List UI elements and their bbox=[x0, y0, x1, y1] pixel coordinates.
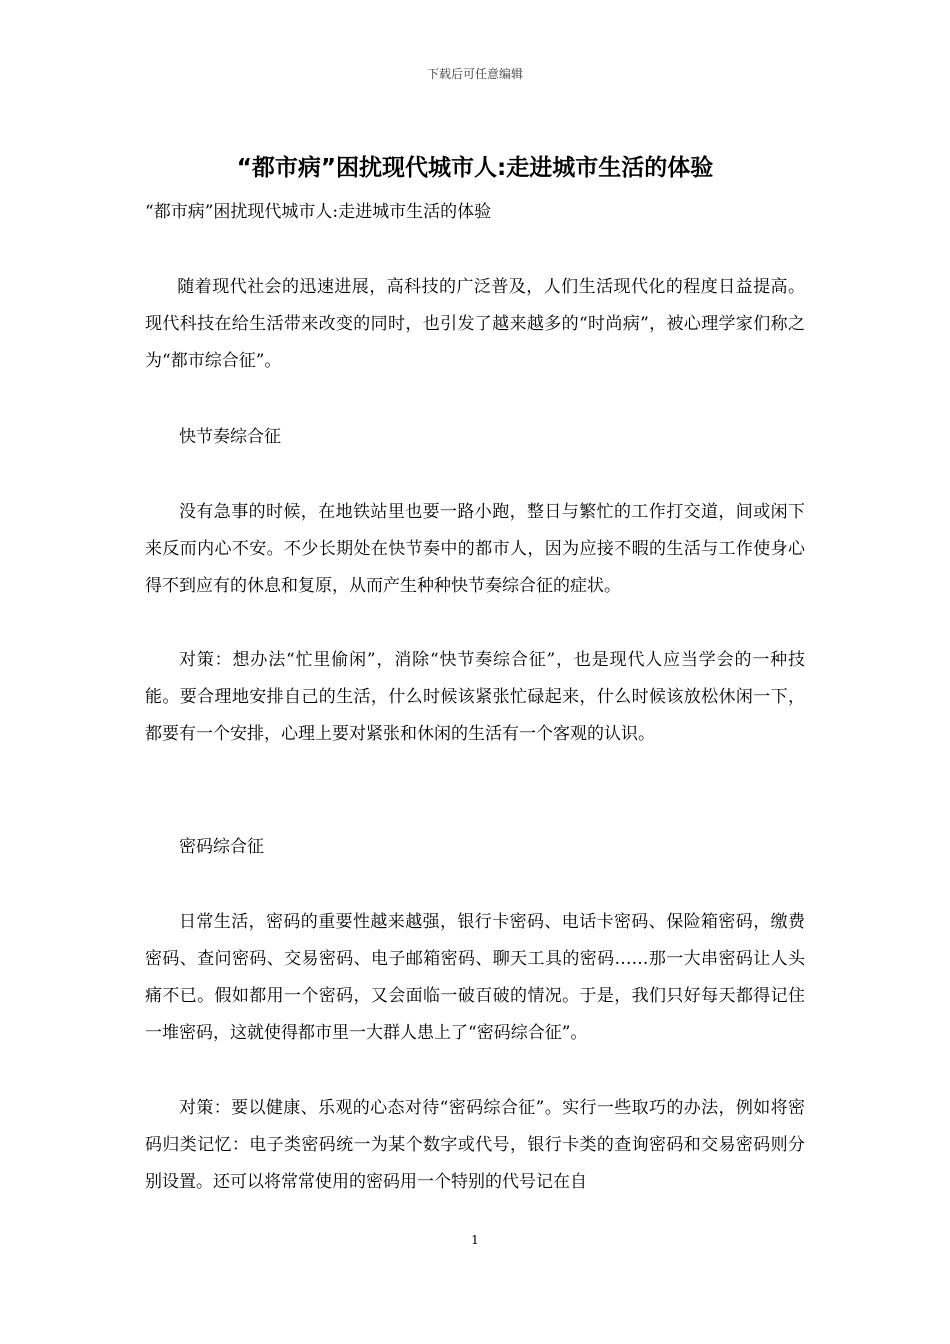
section-heading-fast-pace: 快节奏综合征 bbox=[179, 427, 281, 447]
page-number: 1 bbox=[471, 1233, 479, 1247]
paragraph-password-description: 日常生活，密码的重要性越来越强，银行卡密码、电话卡密码、保险箱密码，缴费密码、查问密码、交易密码、电子邮箱密码、聊天工具的密码……那一大串密码让人头痛不已。假如都用一个密码，又会面临一破百破的情况。于是，我们只好每天都得记住一堆密码，这就使得都市里一大群人患上了“密码综合征”。 bbox=[145, 912, 805, 1043]
document-title: “都市病”困扰现代城市人:走进城市生活的体验 bbox=[236, 155, 714, 181]
page-header: 下载后可任意编辑 bbox=[426, 67, 523, 81]
intro-paragraph: 随着现代社会的迅速进展，高科技的广泛普及，人们生活现代化的程度日益提高。现代科技在给生活带来改变的同时，也引发了越来越多的“时尚病”，被心理学家们称之为“都市综合征”。 bbox=[145, 277, 805, 371]
paragraph-fast-pace-countermeasure: 对策：想办法“忙里偷闲”，消除“快节奏综合征”，也是现代人应当学会的一种技能。要合理地安排自己的生活，什么时候该紧张忙碌起来，什么时候该放松休闲一下，都要有一个安排，心理上要对紧张和休闲的生活有一个客观的认识。 bbox=[145, 650, 805, 744]
section-heading-password: 密码综合征 bbox=[179, 837, 264, 857]
document-subtitle: “都市病”困扰现代城市人:走进城市生活的体验 bbox=[145, 202, 492, 222]
paragraph-password-countermeasure: 对策：要以健康、乐观的心态对待“密码综合征”。实行一些取巧的办法，例如将密码归类记忆：电子类密码统一为某个数字或代号，银行卡类的查询密码和交易密码则分别设置。还可以将常常使用的密码用一个特别的代号记在自 bbox=[145, 1098, 805, 1192]
paragraph-fast-pace-description: 没有急事的时候，在地铁站里也要一路小跑，整日与繁忙的工作打交道，间或闲下来反而内心不安。不少长期处在快节奏中的都市人，因为应接不暇的生活与工作使身心得不到应有的休息和复原，从而产生种种快节奏综合征的症状。 bbox=[145, 502, 805, 596]
